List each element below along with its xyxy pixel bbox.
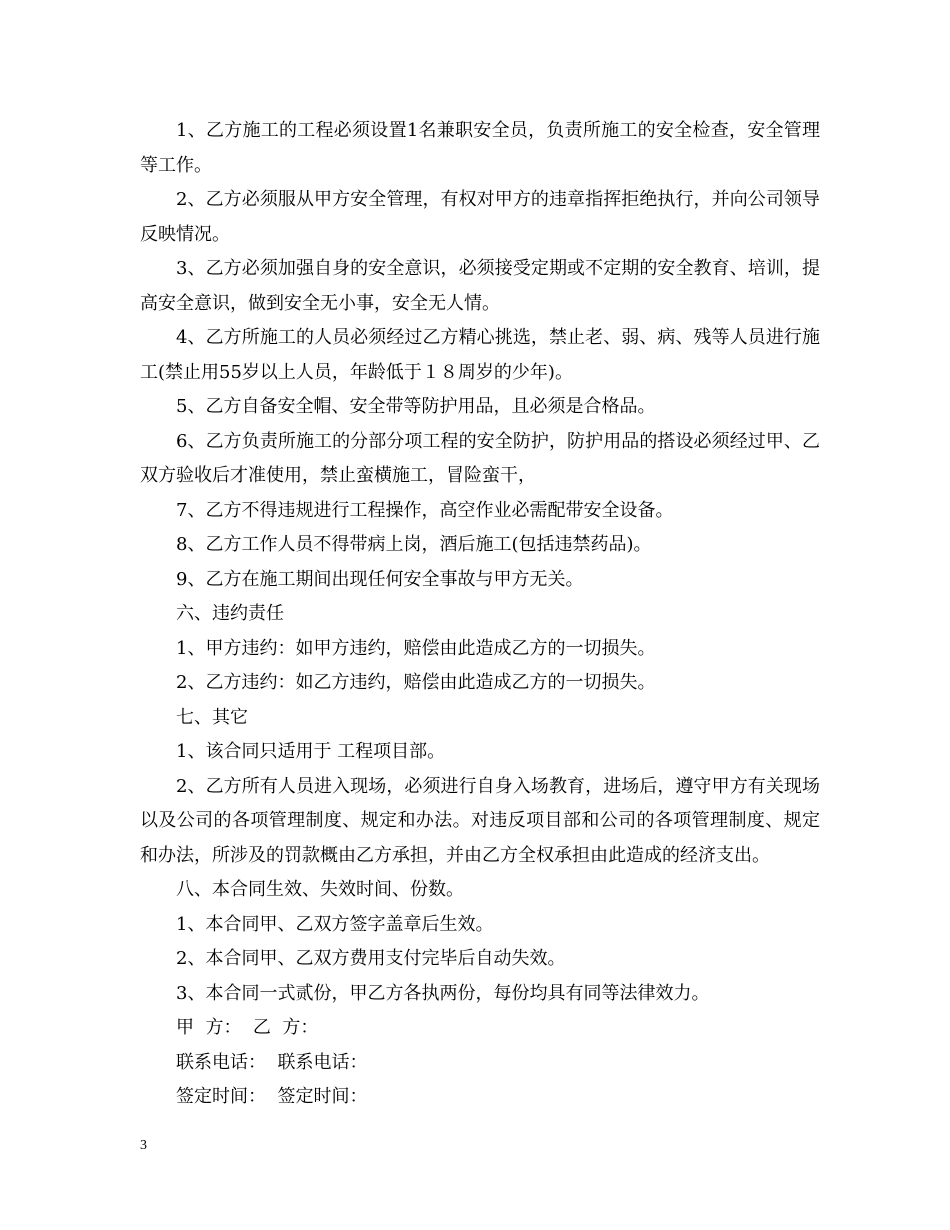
clause-site-rules: 2、乙方所有人员进入现场，必须进行自身入场教育，进场后，遵守甲方有关现场以及公司的各项管理制度、规定和办法。对违反项目部和公司的各项管理制度、规定和办法，所涉及的罚款概由乙方承担，并由乙方全权承担由此造成的经济支出。 [140, 775, 820, 866]
clause-protective-gear: 5、乙方自备安全帽、安全带等防护用品，且必须是合格品。 [176, 396, 656, 417]
clause-party-a-breach: 1、甲方违约：如甲方违约，赔偿由此造成乙方的一切损失。 [176, 637, 656, 659]
clause-party-b-breach: 2、乙方违约：如乙方违约，赔偿由此造成乙方的一切损失。 [176, 672, 656, 693]
document-body [140, 114, 820, 1115]
clause-copies: 3、本合同一式贰份，甲乙方各执两份，每份均具有同等法律效力。 [176, 982, 710, 1004]
clause-safety-officer: 1、乙方施工的工程必须设置1名兼职安全员，负责所施工的安全检查，安全管理等工作。 [140, 120, 820, 176]
clause-accident-liability: 9、乙方在施工期间出现任何安全事故与甲方无关。 [176, 568, 584, 590]
clause-safety-protection: 6、乙方负责所施工的分部分项工程的安全防护，防护用品的搭设必须经过甲、乙双方验收后才准使用，禁止蛮横施工，冒险蛮干， [140, 430, 820, 486]
clause-scope: 1、该合同只适用于 工程项目部。 [176, 741, 446, 762]
section-heading-validity: 八、本合同生效、失效时间、份数。 [176, 879, 464, 900]
section-heading-breach: 六、违约责任 [176, 603, 284, 624]
clause-obey-management: 2、乙方必须服从甲方安全管理，有权对甲方的违章指挥拒绝执行，并向公司领导反映情况。 [140, 189, 820, 245]
clause-expiry: 2、本合同甲、乙双方费用支付完毕后自动失效。 [176, 948, 566, 969]
clause-worker-selection: 4、乙方所施工的人员必须经过乙方精心挑选，禁止老、弱、病、残等人员进行施工(禁止用55岁以上人员，年龄低于１８周岁的少年)。 [140, 327, 820, 383]
clause-effective: 1、本合同甲、乙双方签字盖章后生效。 [176, 913, 494, 935]
clause-no-sick-work: 8、乙方工作人员不得带病上岗，酒后施工(包括违禁药品)。 [176, 534, 652, 555]
signature-phone: 联系电话： 联系电话： [176, 1051, 368, 1073]
clause-safety-awareness: 3、乙方必须加强自身的安全意识，必须接受定期或不定期的安全教育、培训，提高安全意识，做到安全无小事，安全无人情。 [140, 258, 820, 314]
clause-no-violation: 7、乙方不得违规进行工程操作，高空作业必需配带安全设备。 [176, 499, 674, 521]
signature-date: 签定时间： 签定时间： [176, 1086, 368, 1107]
signature-parties: 甲 方： 乙 方： [176, 1017, 319, 1038]
section-heading-other: 七、其它 [176, 706, 248, 728]
page-number: 3 [140, 1138, 147, 1153]
